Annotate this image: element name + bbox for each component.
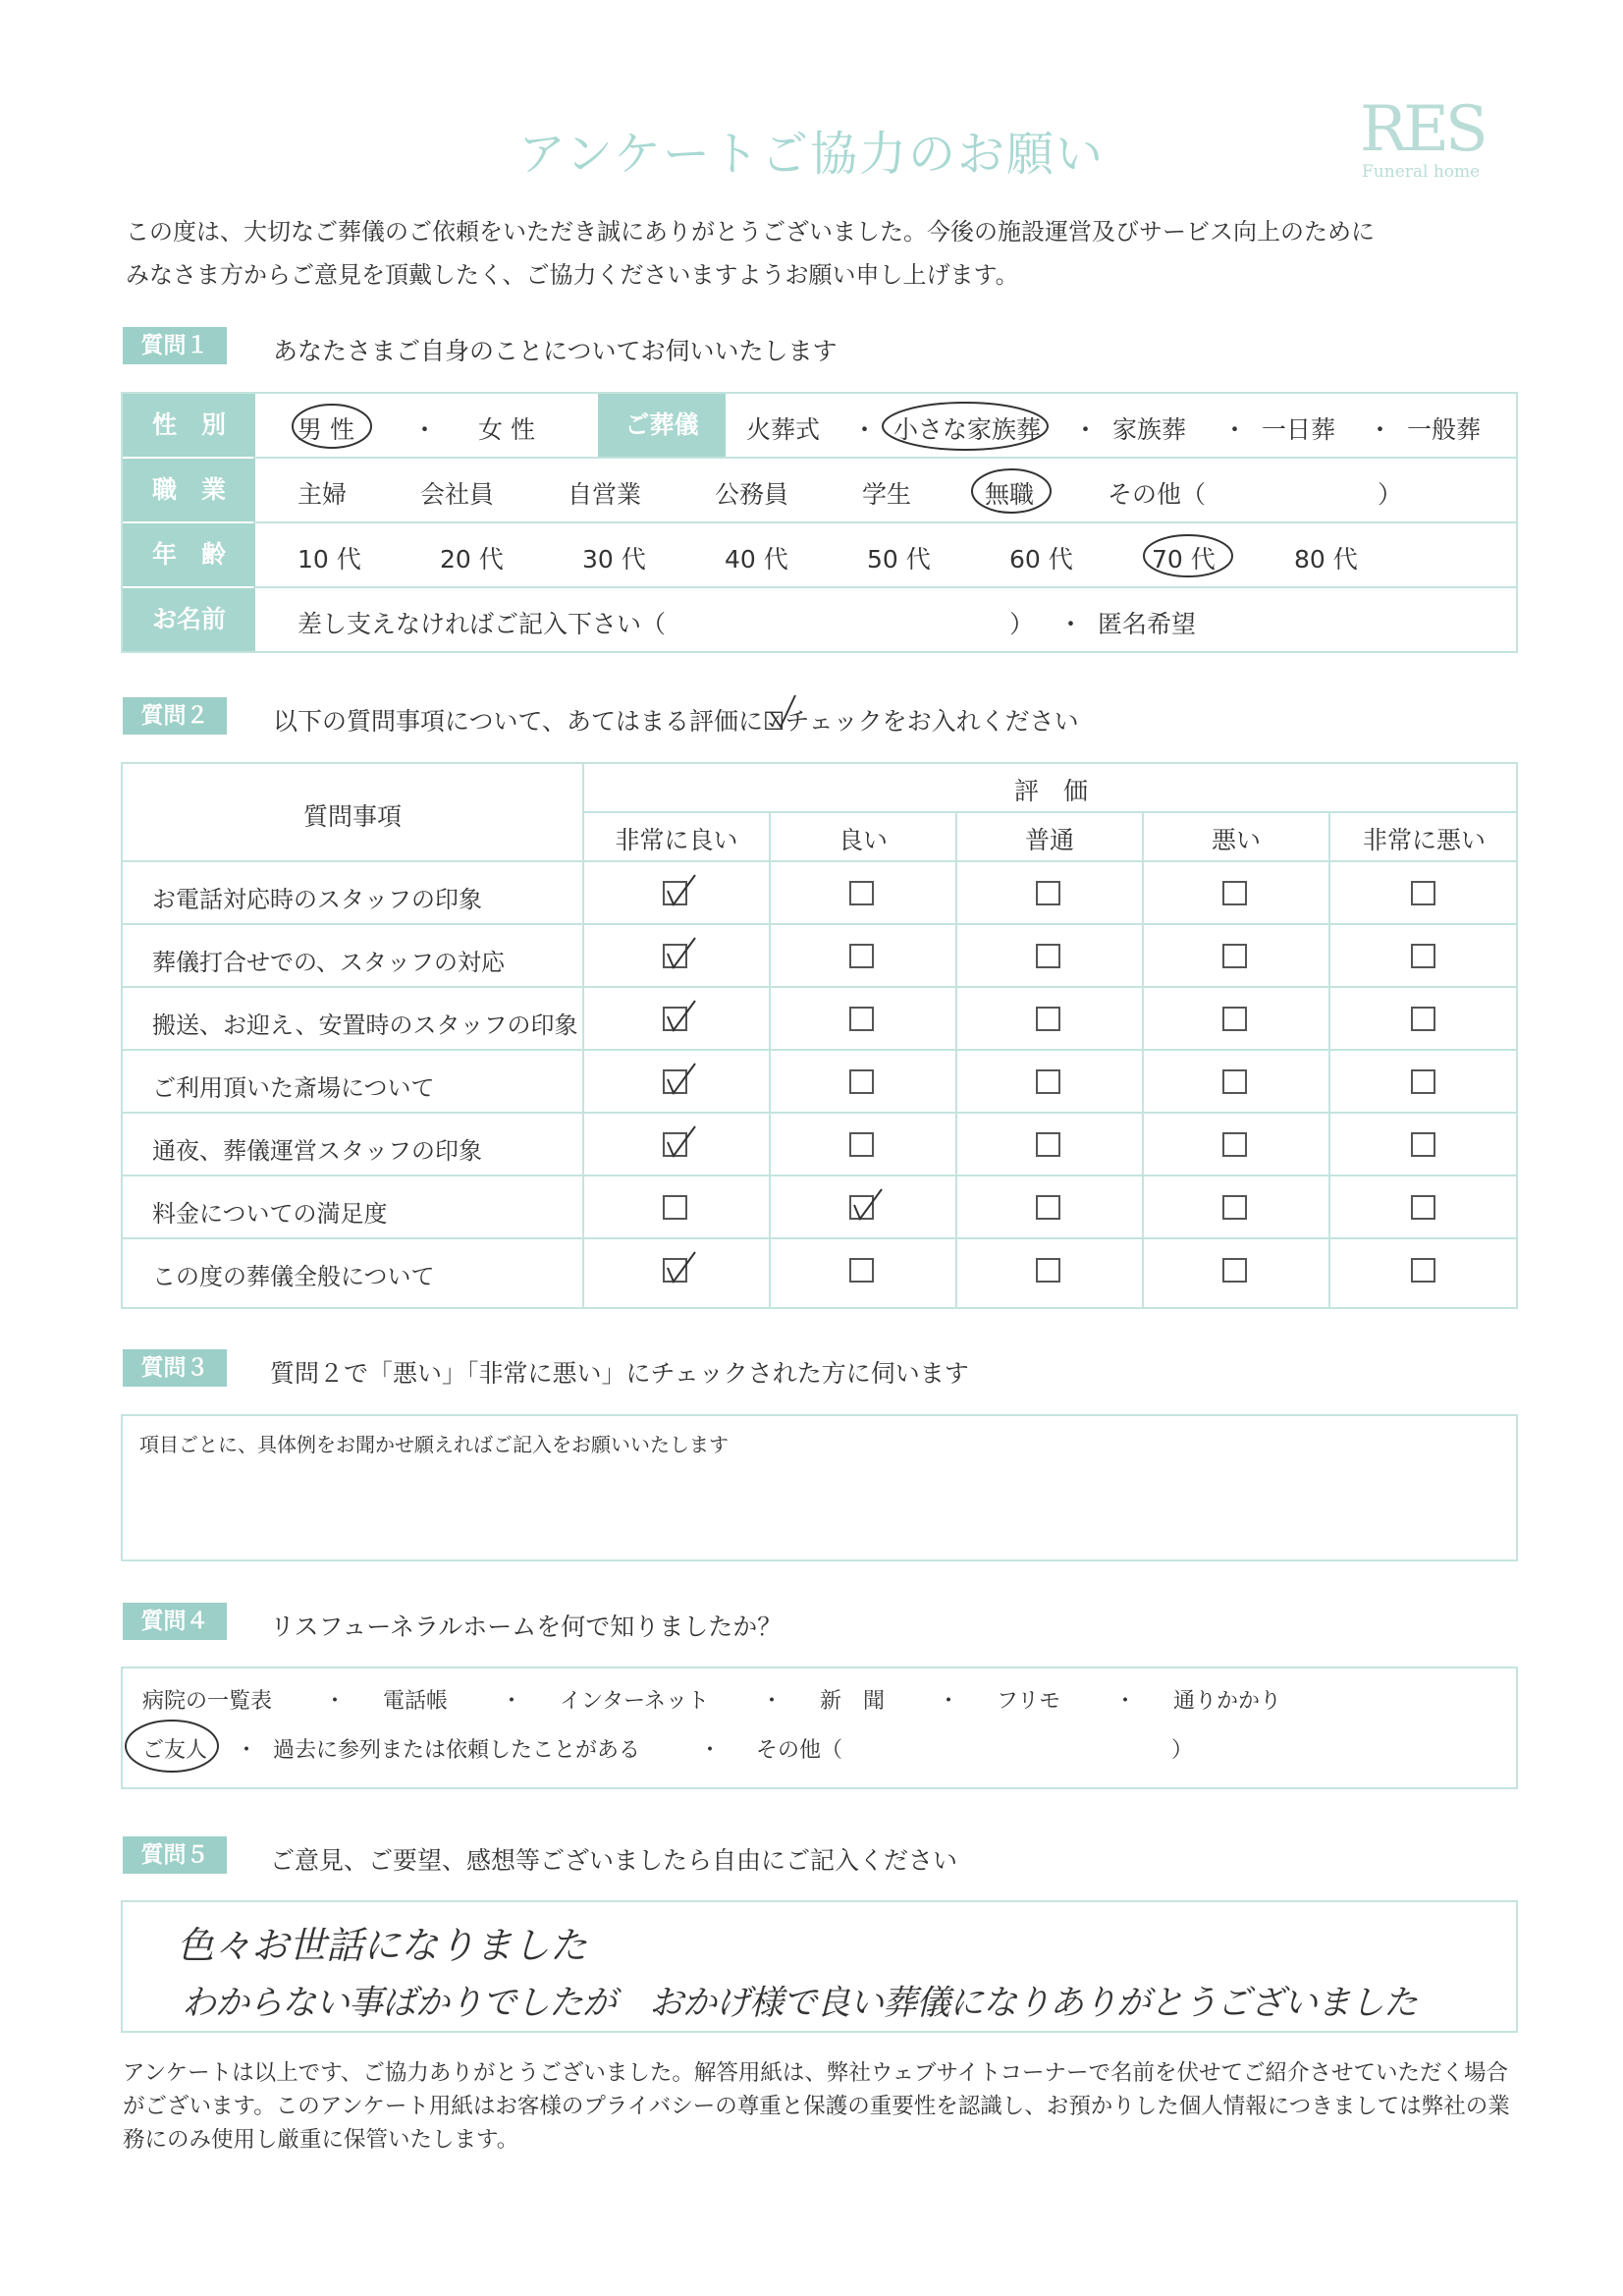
q2-checkbox-very-bad[interactable]	[1411, 1007, 1435, 1031]
q3-text: 質問２で「悪い」「非常に悪い」にチェックされた方に伺います	[270, 1359, 969, 1388]
q4-text: リスフューネラルホームを何で知りましたか？	[270, 1613, 783, 1641]
q2-checkbox-normal[interactable]	[1036, 1258, 1060, 1283]
separator-dot: ・	[761, 1689, 784, 1714]
q4-option-internet[interactable]: インターネット	[560, 1689, 710, 1714]
q2-checkbox-normal[interactable]	[1036, 1132, 1060, 1157]
q2-checkbox-normal[interactable]	[1036, 881, 1060, 905]
gender-label: 性 別	[123, 394, 255, 457]
q5-text: ご意見、ご要望、感想等ございましたら自由にご記入ください	[270, 1846, 958, 1875]
funeral-option-cremation[interactable]: 火葬式	[746, 415, 821, 444]
q2-row-item-label: お電話対応時のスタッフの印象	[152, 886, 482, 913]
scale-normal: 普通	[1024, 826, 1074, 854]
job-option-self-employed[interactable]: 自営業	[568, 480, 642, 509]
separator-dot: ・	[324, 1689, 347, 1714]
q2-checkbox-very-bad[interactable]	[1411, 1069, 1435, 1094]
name-input[interactable]	[677, 601, 1001, 634]
q2-checkbox-bad[interactable]	[1222, 1132, 1247, 1157]
name-prompt: 差し支えなければご記入下さい（	[298, 610, 667, 638]
separator-dot: ・	[236, 1738, 258, 1763]
q2-checkbox-bad[interactable]	[1222, 1258, 1247, 1283]
scale-very-bad: 非常に悪い	[1362, 826, 1486, 854]
q2-row-item-label: 通夜、葬儀運営スタッフの印象	[152, 1137, 482, 1165]
q2-checkbox-good[interactable]	[849, 1007, 874, 1031]
q2-row-item-label: この度の葬儀全般について	[152, 1263, 435, 1290]
separator-dot: ・	[1222, 415, 1248, 444]
funeral-option-family[interactable]: 家族葬	[1112, 415, 1187, 444]
funeral-label: ご葬儀	[598, 394, 726, 457]
age-option-20s[interactable]: 20 代	[440, 545, 504, 574]
age-option-30s[interactable]: 30 代	[582, 545, 646, 574]
q2-checkbox-bad[interactable]	[1222, 881, 1247, 905]
q4-option-hospital-list[interactable]: 病院の一覧表	[142, 1689, 273, 1714]
separator-dot: ・	[1368, 415, 1393, 444]
funeral-option-small-family[interactable]: 小さな家族葬	[893, 415, 1042, 444]
q2-checkbox-bad[interactable]	[1222, 1195, 1247, 1220]
funeral-option-one-day[interactable]: 一日葬	[1262, 415, 1336, 444]
q2-row-item-label: 搬送、お迎え、安置時のスタッフの印象	[152, 1011, 578, 1039]
q2-row-item-label: ご利用頂いた斎場について	[152, 1074, 435, 1102]
q2-checkbox-good[interactable]	[849, 881, 874, 905]
page-title: アンケートご協力のお願い	[517, 127, 1106, 182]
q2-checkbox-very-bad[interactable]	[1411, 1258, 1435, 1283]
job-option-civil-servant[interactable]: 公務員	[715, 480, 789, 509]
q2-col-item: 質問事項	[302, 802, 402, 831]
q2-checkbox-very-bad[interactable]	[1411, 1195, 1435, 1220]
q2-checkbox-very-bad[interactable]	[1411, 881, 1435, 905]
q4-option-friend[interactable]: ご友人	[142, 1738, 208, 1763]
q2-col-eval: 評 価	[1013, 777, 1088, 805]
separator-dot: ・	[1073, 415, 1099, 444]
q2-checkbox-bad[interactable]	[1222, 944, 1247, 968]
footer-line-1: アンケートは以上です、ご協力ありがとうございました。解答用紙は、弊社ウェブサイトコーナーで名前を伏せてご紹介させていただく場合	[123, 2060, 1508, 2086]
q2-checkbox-very-good[interactable]	[663, 1195, 687, 1220]
q2-checkbox-normal[interactable]	[1036, 1195, 1060, 1220]
age-option-10s[interactable]: 10 代	[298, 545, 361, 574]
q2-checkbox-good[interactable]	[849, 1069, 874, 1094]
separator-dot: ・	[1114, 1689, 1137, 1714]
q5-label: 質問５	[123, 1836, 227, 1874]
q2-checkbox-very-good[interactable]	[663, 1132, 687, 1157]
scale-bad: 悪い	[1211, 826, 1261, 854]
separator-dot: ・	[852, 415, 878, 444]
q2-checkbox-very-good[interactable]	[663, 881, 687, 905]
q2-checkbox-very-bad[interactable]	[1411, 944, 1435, 968]
scale-very-good: 非常に良い	[615, 826, 738, 854]
age-option-50s[interactable]: 50 代	[867, 545, 931, 574]
q1-text: あなたさまご自身のことについてお伺いいたします	[273, 337, 838, 365]
q2-checkbox-good[interactable]	[849, 1132, 874, 1157]
intro-line-1: この度は、大切なご葬儀のご依頼をいただき誠にありがとうございました。今後の施設運営及びサービス向上のために	[126, 218, 1375, 246]
q2-checkbox-good[interactable]	[849, 1258, 874, 1283]
job-option-other[interactable]: その他（	[1108, 480, 1207, 509]
handwritten-comment-line-1: 色々お世話になりました	[177, 1924, 588, 1967]
footer-line-3: 務にのみ使用し厳重に保管いたします。	[123, 2127, 519, 2153]
scale-good: 良い	[838, 826, 888, 854]
q2-checkbox-normal[interactable]	[1036, 1069, 1060, 1094]
q2-checkbox-bad[interactable]	[1222, 1069, 1247, 1094]
funeral-option-general[interactable]: 一般葬	[1407, 415, 1482, 444]
q4-option-other[interactable]: その他（	[756, 1738, 843, 1763]
q3-label: 質問３	[123, 1349, 227, 1387]
intro-line-2: みなさま方からご意見を頂戴したく、ご協力くださいますようお願い申し上げます。	[126, 261, 1019, 289]
q2-checkbox-very-good[interactable]	[663, 944, 687, 968]
q4-option-passing-by[interactable]: 通りかかり	[1173, 1689, 1282, 1714]
company-logo	[1360, 93, 1497, 191]
separator-dot: ・	[938, 1689, 960, 1714]
separator-dot: ・	[501, 1689, 523, 1714]
q4-option-furimo[interactable]: フリモ	[997, 1689, 1061, 1714]
job-option-student[interactable]: 学生	[862, 480, 912, 509]
q1-label: 質問１	[123, 327, 227, 364]
age-label: 年 齢	[123, 523, 255, 586]
separator-dot: ・	[1058, 610, 1084, 638]
age-option-80s[interactable]: 80 代	[1294, 545, 1358, 574]
q2-checkbox-very-good[interactable]	[663, 1007, 687, 1031]
separator-dot: ・	[412, 415, 438, 444]
age-option-60s[interactable]: 60 代	[1009, 545, 1073, 574]
q4-option-phonebook[interactable]: 電話帳	[383, 1689, 449, 1714]
age-option-40s[interactable]: 40 代	[725, 545, 788, 574]
q2-checkbox-very-good[interactable]	[663, 1258, 687, 1283]
anonymous-option[interactable]: 匿名希望	[1098, 610, 1197, 638]
q3-box-prompt: 項目ごとに、具体例をお聞かせ願えればご記入をお願いいたします	[139, 1433, 729, 1456]
q4-option-newspaper[interactable]: 新 聞	[820, 1689, 886, 1714]
q2-checkbox-normal[interactable]	[1036, 944, 1060, 968]
logo-sub-text: Funeral home	[1362, 162, 1481, 182]
logo-main-text: RES	[1360, 93, 1485, 166]
gender-option-female[interactable]: 女 性	[478, 415, 535, 444]
job-option-housewife[interactable]: 主婦	[298, 480, 348, 509]
q4-option-past-attendance[interactable]: 過去に参列または依頼したことがある	[273, 1738, 641, 1763]
job-option-employee[interactable]: 会社員	[420, 480, 495, 509]
gender-option-male[interactable]: 男 性	[298, 415, 354, 444]
footer-line-2: がございます。このアンケート用紙はお客様のプライバシーの尊重と保護の重要性を認識し、お預かりした個人情報につきましては弊社の業	[123, 2094, 1510, 2119]
q2-row-item-label: 料金についての満足度	[152, 1200, 388, 1228]
q2-checkbox-good[interactable]	[849, 944, 874, 968]
job-label: 職 業	[123, 459, 255, 521]
q2-text: 以下の質問事項について、あてはまる評価に☑チェックをお入れください	[273, 707, 1079, 736]
q4-other-close: ）	[1171, 1738, 1194, 1763]
q4-label: 質問４	[123, 1603, 227, 1640]
q2-checkbox-very-good[interactable]	[663, 1069, 687, 1094]
age-option-70s[interactable]: 70 代	[1152, 545, 1216, 574]
job-option-unemployed[interactable]: 無職	[985, 480, 1035, 509]
separator-dot: ・	[699, 1738, 722, 1763]
q2-checkbox-bad[interactable]	[1222, 1007, 1247, 1031]
q2-checkbox-very-bad[interactable]	[1411, 1132, 1435, 1157]
q2-checkbox-normal[interactable]	[1036, 1007, 1060, 1031]
q2-label: 質問２	[123, 697, 227, 735]
job-other-close: ）	[1378, 480, 1403, 509]
q2-row-item-label: 葬儀打合せでの、スタッフの対応	[152, 949, 506, 976]
handwritten-comment-line-2: わからない事ばかりでしたが おかげ様で良い葬儀になりありがとうございました	[182, 1984, 1418, 2023]
footer-note	[123, 2056, 1517, 2157]
name-label: お名前	[123, 588, 255, 651]
q2-checkbox-good[interactable]	[849, 1195, 874, 1220]
name-close-paren: ）	[1009, 610, 1035, 638]
